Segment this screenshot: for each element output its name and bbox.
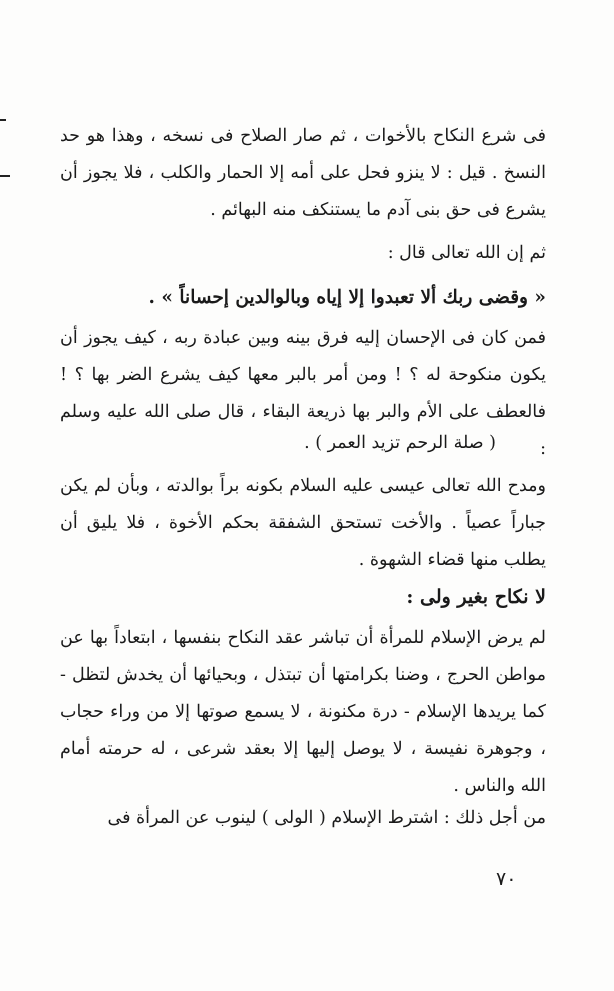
paragraph-text: من أجل ذلك : اشترط الإسلام ( الولى ) لينوب عن المرأة فى <box>107 808 546 828</box>
paragraph <box>60 620 546 805</box>
hadith-quote: ( صلة الرحم تزيد العمر ) . <box>304 433 496 453</box>
paragraph <box>60 118 546 229</box>
intro-line: ثم إن الله تعالى قال : <box>387 243 546 263</box>
paragraph-text: ومدح الله تعالى عيسى عليه السلام بكونه براً بوالدته ، وبأن لم يكن جباراً عصياً . والأخت تستحق الشفقة بحكم الأخوة ، فلا يليق أن يطلب منها قضاء الشهوة . <box>60 476 546 570</box>
margin-mark <box>0 175 10 177</box>
page-number: ٧٠ <box>496 868 517 890</box>
paragraph-text: لم يرض الإسلام للمرأة أن تباشر عقد النكاح بنفسها ، ابتعاداً بها عن مواطن الحرج ، وضنا بكرامتها أن تبتذل ، وبحيائها أن يخدش لتظل - كما يريدها الإسلام - درة مكنونة ، لا يسمع صوتها إلا من وراء حجاب ، وجوهرة نفيسة ، لا يوصل إليها إلا بعقد شرعى ، له حرمته أمام الله والناس . <box>60 628 546 796</box>
paragraph <box>60 468 546 579</box>
paragraph <box>60 800 546 837</box>
margin-mark <box>0 119 6 121</box>
paragraph-text: فى شرع النكاح بالأخوات ، ثم صار الصلاح فى نسخه ، وهذا هو حد النسخ . قيل : لا ينزو فحل على أمه إلا الحمار والكلب ، فلا يجوز أن يشرع فى حق بنى آدم ما يستنكف منه البهائم . <box>60 126 546 220</box>
paragraph-text: فمن كان فى الإحسان إليه فرق بينه وبين عبادة ربه ، كيف يجوز أن يكون منكوحة له ؟ ! ومن أمر بالبر معها كيف يشرع الضر بها ؟ ! فالعطف على الأم والبر بها ذريعة البقاء ، قال صلى الله عليه وسلم : <box>60 328 546 459</box>
quran-quote: « وقضى ربك ألا تعبدوا إلا إياه وبالوالدين إحساناً » . <box>148 287 546 308</box>
section-heading: لا نكاح بغير ولى : <box>406 586 546 608</box>
